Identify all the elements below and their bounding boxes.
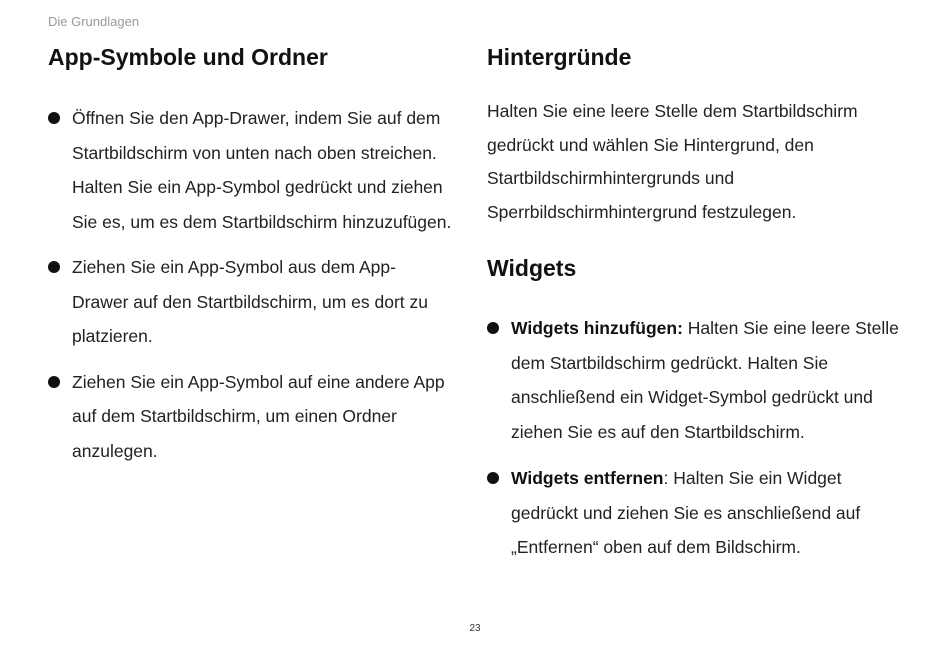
list-item-text: : Halten Sie ein Widget gedrückt und ziehen Sie es anschließend auf „Entfernen“ oben auf dem Bildschirm.	[511, 468, 861, 557]
list-item	[487, 461, 902, 565]
bullet-dot-icon	[48, 112, 60, 124]
running-header: Die Grundlagen	[48, 14, 140, 29]
section-heading-widgets: Widgets	[487, 255, 577, 281]
list-item-lead: Widgets hinzufügen:	[511, 318, 683, 338]
section-heading-backgrounds: Hintergründe	[487, 44, 632, 70]
list-item-text: Ziehen Sie ein App-Symbol auf eine andere App auf dem Startbildschirm, um einen Ordner anzulegen.	[72, 371, 445, 461]
list-item	[48, 250, 460, 354]
bullet-dot-icon	[48, 261, 60, 273]
list-item	[48, 365, 460, 469]
list-item	[487, 311, 902, 449]
bullet-dot-icon	[487, 472, 499, 484]
app-icons-bullet-list	[48, 101, 460, 468]
list-item-text: Halten Sie eine leere Stelle dem Startbildschirm gedrückt. Halten Sie anschließend ein Widget-Symbol gedrückt und ziehen Sie es auf den Startbildschirm.	[511, 318, 899, 442]
list-item-text: Öffnen Sie den App-Drawer, indem Sie auf dem Startbildschirm von unten nach oben streichen. Halten Sie ein App-Symbol gedrückt und ziehen Sie es, um es dem Startbildschirm hinzuzufügen.	[72, 108, 452, 232]
list-item	[48, 101, 460, 239]
section-heading-app-icons: App-Symbole und Ordner	[48, 44, 328, 70]
page-number: 23	[469, 623, 481, 634]
list-item-lead: Widgets entfernen	[511, 468, 664, 488]
bullet-dot-icon	[487, 322, 499, 334]
bullet-dot-icon	[48, 376, 60, 388]
backgrounds-paragraph: Halten Sie eine leere Stelle dem Startbildschirm gedrückt und wählen Sie Hintergrund, den Startbildschirmhintergrunds und Sperrbildschirmhintergrund festzulegen.	[487, 101, 858, 222]
widgets-bullet-list	[487, 311, 902, 565]
list-item-text: Ziehen Sie ein App-Symbol aus dem App-Drawer auf den Startbildschirm, um es dort zu platzieren.	[72, 257, 428, 346]
